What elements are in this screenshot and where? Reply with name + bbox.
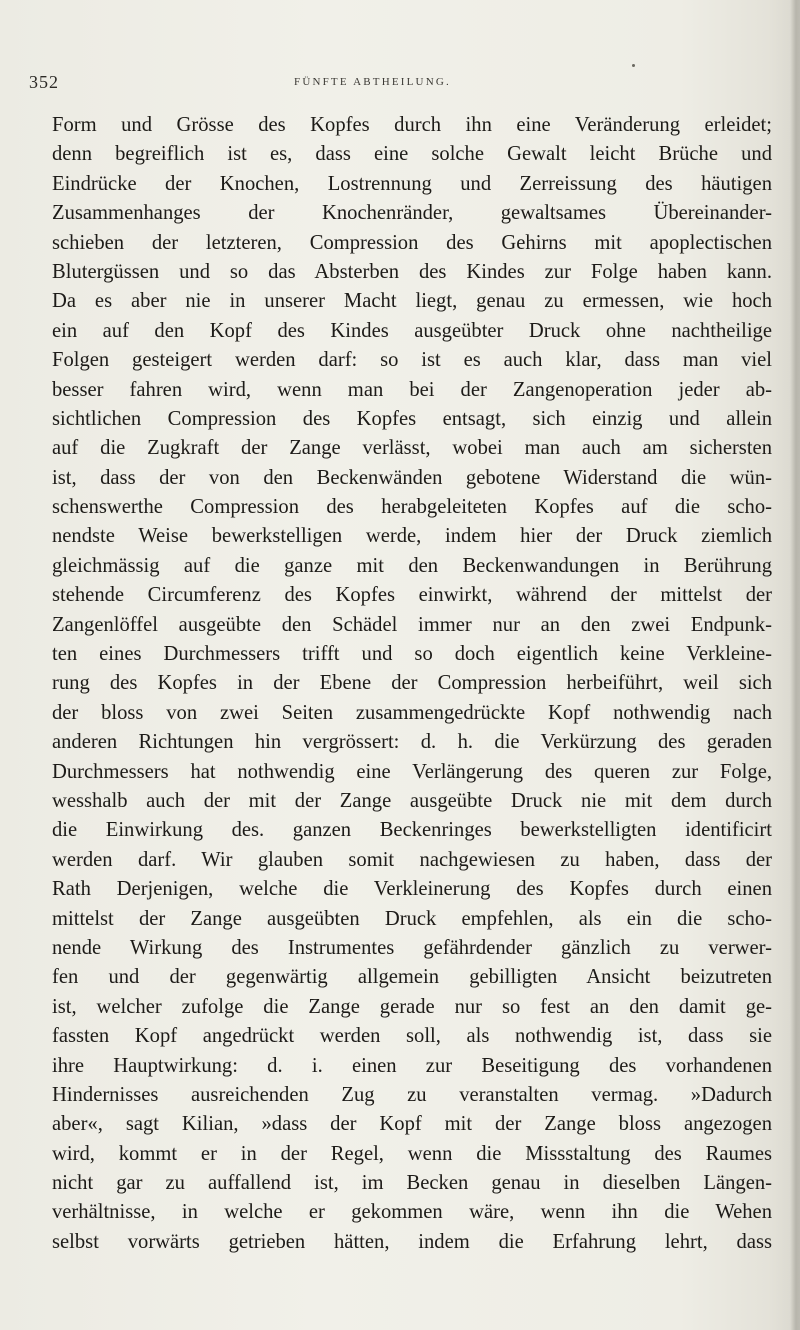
text-line: ist, dass der von den Beckenwänden gebotene Widerstand die wün- (52, 466, 772, 489)
text-line: ihre Hauptwirkung: d. i. einen zur Beseitigung des vorhandenen (52, 1054, 772, 1077)
text-line: verhältnisse, in welche er gekommen wäre, wenn ihn die Wehen (52, 1201, 772, 1224)
text-line: sichtlichen Compression des Kopfes entsagt, sich einzig und allein (52, 407, 772, 430)
text-line: nendste Weise bewerkstelligen werde, indem hier der Druck ziemlich (52, 525, 772, 548)
text-line: Zusammenhanges der Knochenränder, gewaltsames Übereinander- (52, 202, 772, 225)
text-line: Da es aber nie in unserer Macht liegt, genau zu ermessen, wie hoch (52, 290, 772, 313)
text-line: der bloss von zwei Seiten zusammengedrückte Kopf nothwendig nach (52, 701, 772, 724)
text-line: besser fahren wird, wenn man bei der Zangenoperation jeder ab- (52, 378, 772, 401)
text-line: nicht gar zu auffallend ist, im Becken genau in dieselben Längen- (52, 1172, 772, 1195)
text-line: Form und Grösse des Kopfes durch ihn eine Veränderung erleidet; (52, 114, 772, 136)
text-line: stehende Circumferenz des Kopfes einwirkt, während der mittelst der (52, 584, 772, 607)
text-line: wird, kommt er in der Regel, wenn die Missstaltung des Raumes (52, 1142, 772, 1165)
text-line: auf die Zugkraft der Zange verlässt, wobei man auch am sichersten (52, 437, 772, 460)
text-line: Eindrücke der Knochen, Lostrennung und Zerreissung des häutigen (52, 172, 772, 195)
text-line: gleichmässig auf die ganze mit den Beckenwandungen in Berührung (52, 554, 772, 577)
text-line: anderen Richtungen hin vergrössert: d. h. die Verkürzung des geraden (52, 731, 772, 754)
text-line: wesshalb auch der mit der Zange ausgeübte Druck nie mit dem durch (52, 789, 772, 812)
text-line: denn begreiflich ist es, dass eine solche Gewalt leicht Brüche und (52, 143, 772, 166)
text-line: nende Wirkung des Instrumentes gefährdender gänzlich zu verwer- (52, 936, 772, 959)
print-speck (632, 64, 635, 67)
text-line: rung des Kopfes in der Ebene der Compression herbeiführt, weil sich (52, 672, 772, 695)
page-number: 352 (29, 72, 59, 92)
text-line: aber«, sagt Kilian, »dass der Kopf mit der Zange bloss angezogen (52, 1113, 772, 1136)
text-line: fen und der gegenwärtig allgemein gebilligten Ansicht beizutreten (52, 966, 772, 989)
text-line: fassten Kopf angedrückt werden soll, als nothwendig ist, dass sie (52, 1025, 772, 1048)
text-line: schenswerthe Compression des herabgeleiteten Kopfes auf die scho- (52, 496, 772, 519)
text-line: mittelst der Zange ausgeübten Druck empfehlen, als ein die scho- (52, 907, 772, 930)
page-header (29, 72, 749, 92)
text-line: Zangenlöffel ausgeübte den Schädel immer nur an den zwei Endpunk- (52, 613, 772, 636)
text-line: schieben der letzteren, Compression des Gehirns mit apoplectischen (52, 231, 772, 254)
text-line: die Einwirkung des. ganzen Beckenringes bewerkstelligten identificirt (52, 819, 772, 842)
text-line: selbst vorwärts getrieben hätten, indem die Erfahrung lehrt, dass (52, 1230, 772, 1253)
text-line: Folgen gesteigert werden darf: so ist es auch klar, dass man viel (52, 349, 772, 372)
body-text (52, 111, 772, 1257)
text-line: Rath Derjenigen, welche die Verkleinerung des Kopfes durch einen (52, 878, 772, 901)
text-line: Hindernisses ausreichenden Zug zu veranstalten vermag. »Dadurch (52, 1083, 772, 1106)
text-line: werden darf. Wir glauben somit nachgewiesen zu haben, dass der (52, 848, 772, 871)
text-line: Blutergüssen und so das Absterben des Kindes zur Folge haben kann. (52, 260, 772, 283)
text-line: ten eines Durchmessers trifft und so doch eigentlich keine Verkleine- (52, 643, 772, 666)
text-line: ein auf den Kopf des Kindes ausgeübter Druck ohne nachtheilige (52, 319, 772, 342)
text-line: ist, welcher zufolge die Zange gerade nur so fest an den damit ge- (52, 995, 772, 1018)
page-edge-shadow (790, 0, 800, 1330)
running-head: FÜNFTE ABTHEILUNG. (294, 76, 451, 88)
text-line: Durchmessers hat nothwendig eine Verlängerung des queren zur Folge, (52, 760, 772, 783)
